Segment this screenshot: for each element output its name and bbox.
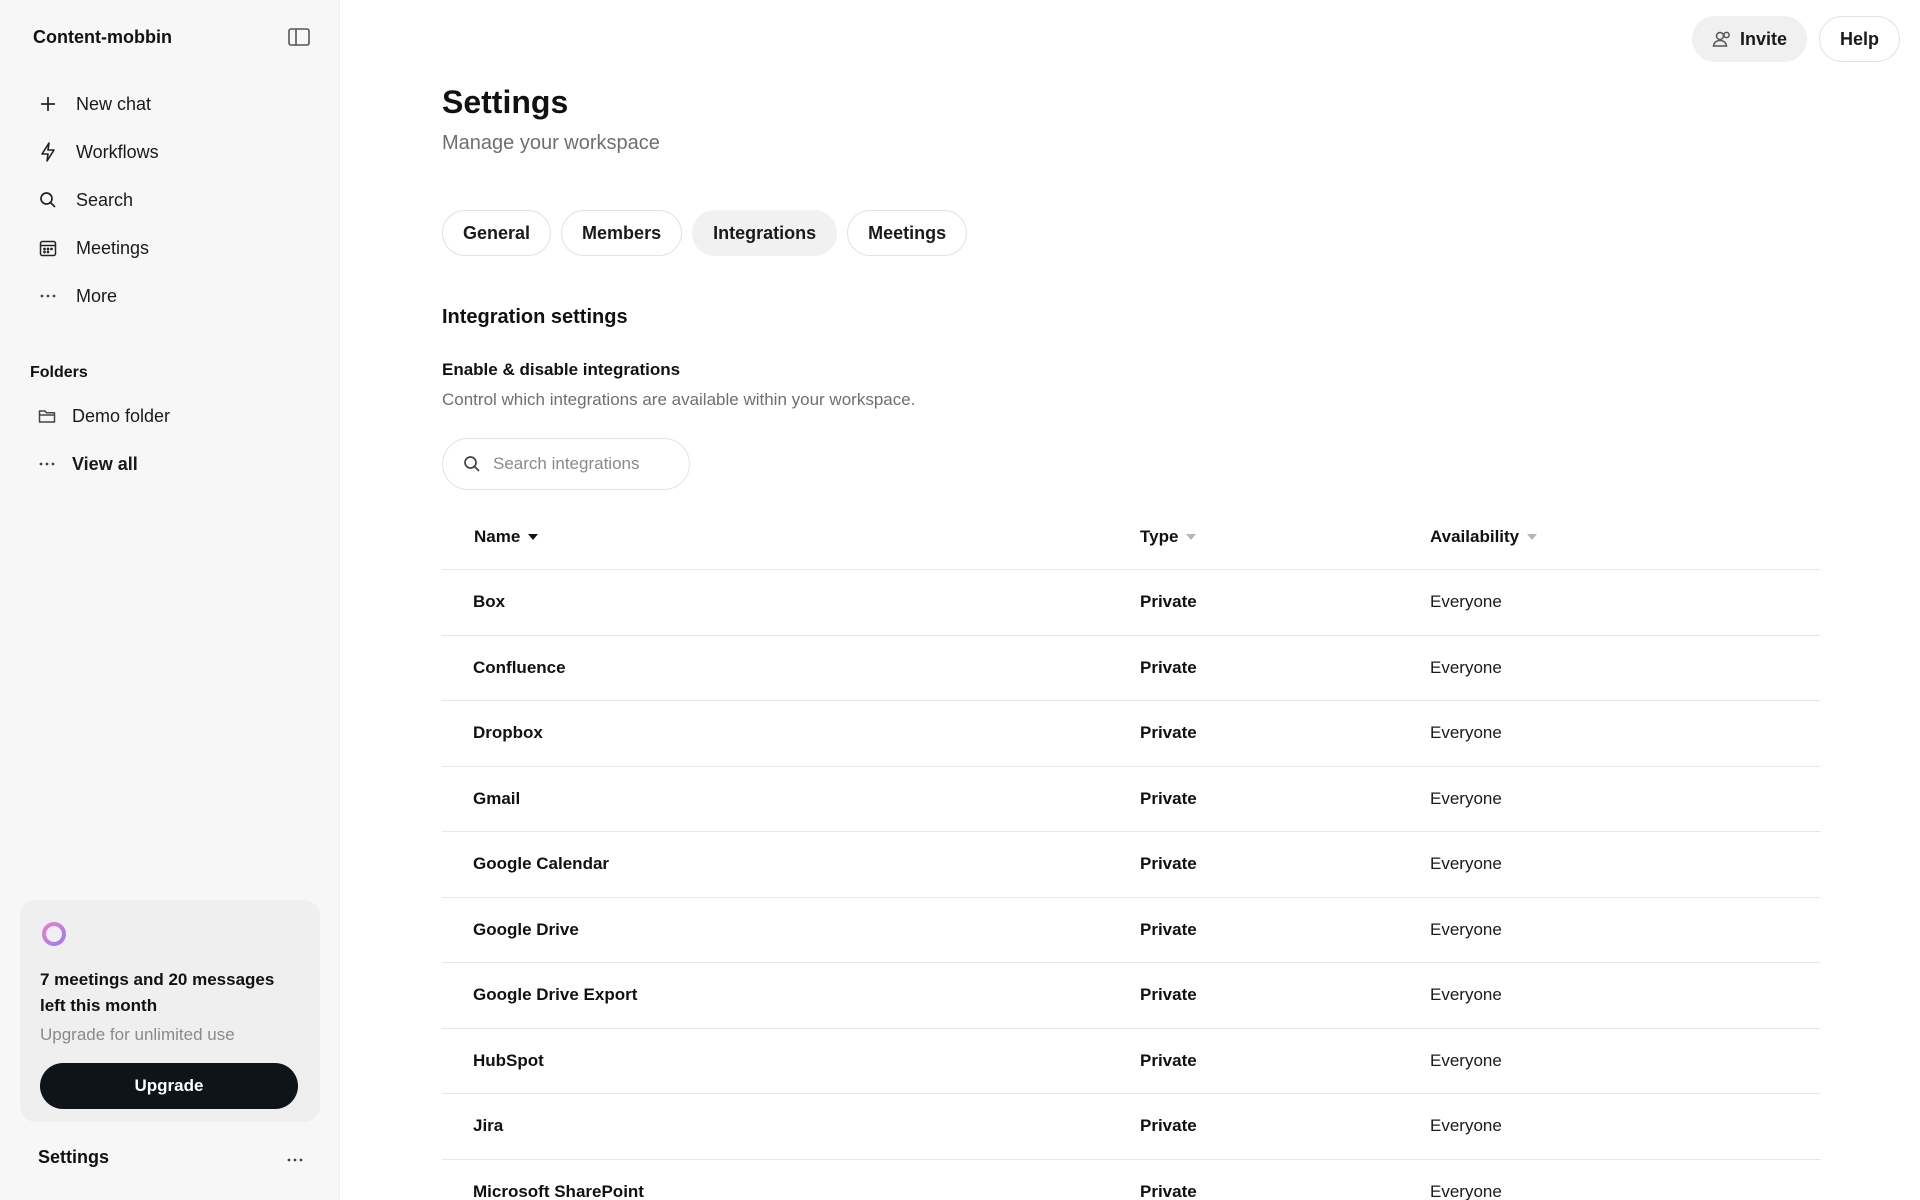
- integration-name: Gmail: [473, 788, 521, 808]
- table-row[interactable]: [442, 898, 1820, 964]
- column-header-type[interactable]: [1140, 527, 1430, 547]
- usage-subtext: Upgrade for unlimited use: [40, 1025, 235, 1044]
- integration-availability[interactable]: Everyone: [1430, 788, 1502, 808]
- workspace-name[interactable]: Content-mobbin: [33, 26, 172, 47]
- sort-desc-icon: [528, 534, 538, 540]
- integration-type[interactable]: Private: [1140, 854, 1197, 874]
- sidebar-panel-icon: [288, 28, 310, 46]
- sidebar-nav: [26, 80, 316, 320]
- integration-name: Google Drive: [473, 919, 579, 939]
- integration-name: HubSpot: [473, 1050, 544, 1070]
- integration-type[interactable]: Private: [1140, 1116, 1197, 1136]
- header-label: Type: [1140, 526, 1179, 546]
- nav-label: Search: [76, 189, 134, 210]
- integration-availability[interactable]: Everyone: [1430, 1181, 1502, 1200]
- integration-name: Box: [473, 592, 506, 612]
- sidebar-settings-row: [38, 1142, 304, 1172]
- invite-label: Invite: [1739, 28, 1787, 49]
- integration-type[interactable]: Private: [1140, 657, 1197, 677]
- folders-list: [26, 392, 316, 488]
- nav-more[interactable]: [26, 272, 316, 320]
- integration-type[interactable]: Private: [1140, 985, 1197, 1005]
- calendar-icon: [34, 234, 62, 262]
- integration-type[interactable]: Private: [1140, 723, 1197, 743]
- integration-name: Microsoft SharePoint: [473, 1181, 644, 1200]
- section-title: Integration settings: [442, 306, 628, 328]
- nav-label: Workflows: [76, 141, 159, 162]
- top-actions: [1692, 16, 1900, 62]
- integration-availability[interactable]: Everyone: [1430, 592, 1502, 612]
- search-integrations-input[interactable]: [493, 454, 663, 474]
- bolt-icon: [34, 138, 62, 166]
- sidebar: [0, 0, 340, 1200]
- integration-availability[interactable]: Everyone: [1430, 657, 1502, 677]
- ellipsis-icon: [34, 282, 62, 310]
- table-row[interactable]: [442, 701, 1820, 767]
- plus-icon: [34, 90, 62, 118]
- integration-name: Google Drive Export: [473, 985, 638, 1005]
- integration-name: Confluence: [473, 657, 566, 677]
- subsection-title: Enable & disable integrations: [442, 360, 681, 379]
- help-button[interactable]: Help: [1819, 16, 1900, 62]
- integration-availability[interactable]: Everyone: [1430, 723, 1502, 743]
- tab-general[interactable]: General: [442, 210, 551, 256]
- integration-availability[interactable]: Everyone: [1430, 1050, 1502, 1070]
- upgrade-button[interactable]: Upgrade: [40, 1063, 298, 1109]
- settings-tabs: [442, 210, 967, 256]
- table-row[interactable]: [442, 767, 1820, 833]
- header-label: Availability: [1430, 526, 1520, 546]
- integrations-table: [442, 504, 1820, 1200]
- invite-users-icon: [1712, 30, 1732, 48]
- sidebar-settings-link[interactable]: Settings: [38, 1146, 110, 1167]
- table-row[interactable]: [442, 832, 1820, 898]
- nav-label: Meetings: [76, 237, 150, 258]
- table-row[interactable]: [442, 963, 1820, 1029]
- column-header-name[interactable]: [442, 527, 1140, 547]
- ellipsis-icon: [34, 451, 60, 477]
- sort-caret-icon: [1186, 534, 1196, 540]
- table-row[interactable]: [442, 636, 1820, 702]
- nav-new-chat[interactable]: [26, 80, 316, 128]
- table-row[interactable]: [442, 1029, 1820, 1095]
- integration-type[interactable]: Private: [1140, 592, 1197, 612]
- tab-members[interactable]: Members: [561, 210, 682, 256]
- integration-name: Dropbox: [473, 723, 543, 743]
- search-icon: [34, 186, 62, 214]
- sort-caret-icon: [1527, 534, 1537, 540]
- sidebar-toggle-button[interactable]: [285, 23, 313, 51]
- integration-availability[interactable]: Everyone: [1430, 985, 1502, 1005]
- folder-demo[interactable]: [26, 392, 316, 440]
- folder-label: View all: [72, 453, 138, 474]
- nav-label: New chat: [76, 93, 152, 114]
- integration-name: Google Calendar: [473, 854, 610, 874]
- nav-workflows[interactable]: [26, 128, 316, 176]
- workspace-header: [33, 22, 313, 52]
- integration-availability[interactable]: Everyone: [1430, 854, 1502, 874]
- nav-search[interactable]: [26, 176, 316, 224]
- folder-label: Demo folder: [72, 405, 171, 426]
- usage-card: [20, 900, 320, 1122]
- column-header-availability[interactable]: [1430, 527, 1820, 547]
- tab-integrations[interactable]: Integrations: [692, 210, 837, 256]
- usage-text: 7 meetings and 20 messages left this month: [40, 970, 275, 1015]
- usage-ring-icon: [40, 920, 68, 948]
- table-header: [442, 504, 1820, 570]
- integration-availability[interactable]: Everyone: [1430, 1116, 1502, 1136]
- integration-availability[interactable]: Everyone: [1430, 919, 1502, 939]
- integration-type[interactable]: Private: [1140, 919, 1197, 939]
- settings-more-icon[interactable]: [286, 1146, 304, 1169]
- integration-type[interactable]: Private: [1140, 1050, 1197, 1070]
- integration-type[interactable]: Private: [1140, 1181, 1197, 1200]
- nav-label: More: [76, 285, 118, 306]
- table-row[interactable]: [442, 570, 1820, 636]
- folders-heading: Folders: [30, 364, 88, 381]
- page-subtitle: Manage your workspace: [442, 132, 660, 154]
- integration-type[interactable]: Private: [1140, 788, 1197, 808]
- table-row[interactable]: [442, 1160, 1820, 1200]
- subsection-description: Control which integrations are available within your workspace.: [442, 390, 916, 409]
- folder-icon: [34, 403, 60, 429]
- integrations-search: [442, 438, 690, 490]
- tab-meetings[interactable]: Meetings: [847, 210, 967, 256]
- folders-view-all[interactable]: [26, 440, 316, 488]
- search-icon: [463, 455, 481, 473]
- nav-meetings[interactable]: [26, 224, 316, 272]
- table-row[interactable]: [442, 1094, 1820, 1160]
- page-title: Settings: [442, 84, 569, 120]
- header-label: Name: [474, 526, 521, 546]
- integration-name: Jira: [473, 1116, 504, 1136]
- invite-button[interactable]: [1692, 16, 1807, 62]
